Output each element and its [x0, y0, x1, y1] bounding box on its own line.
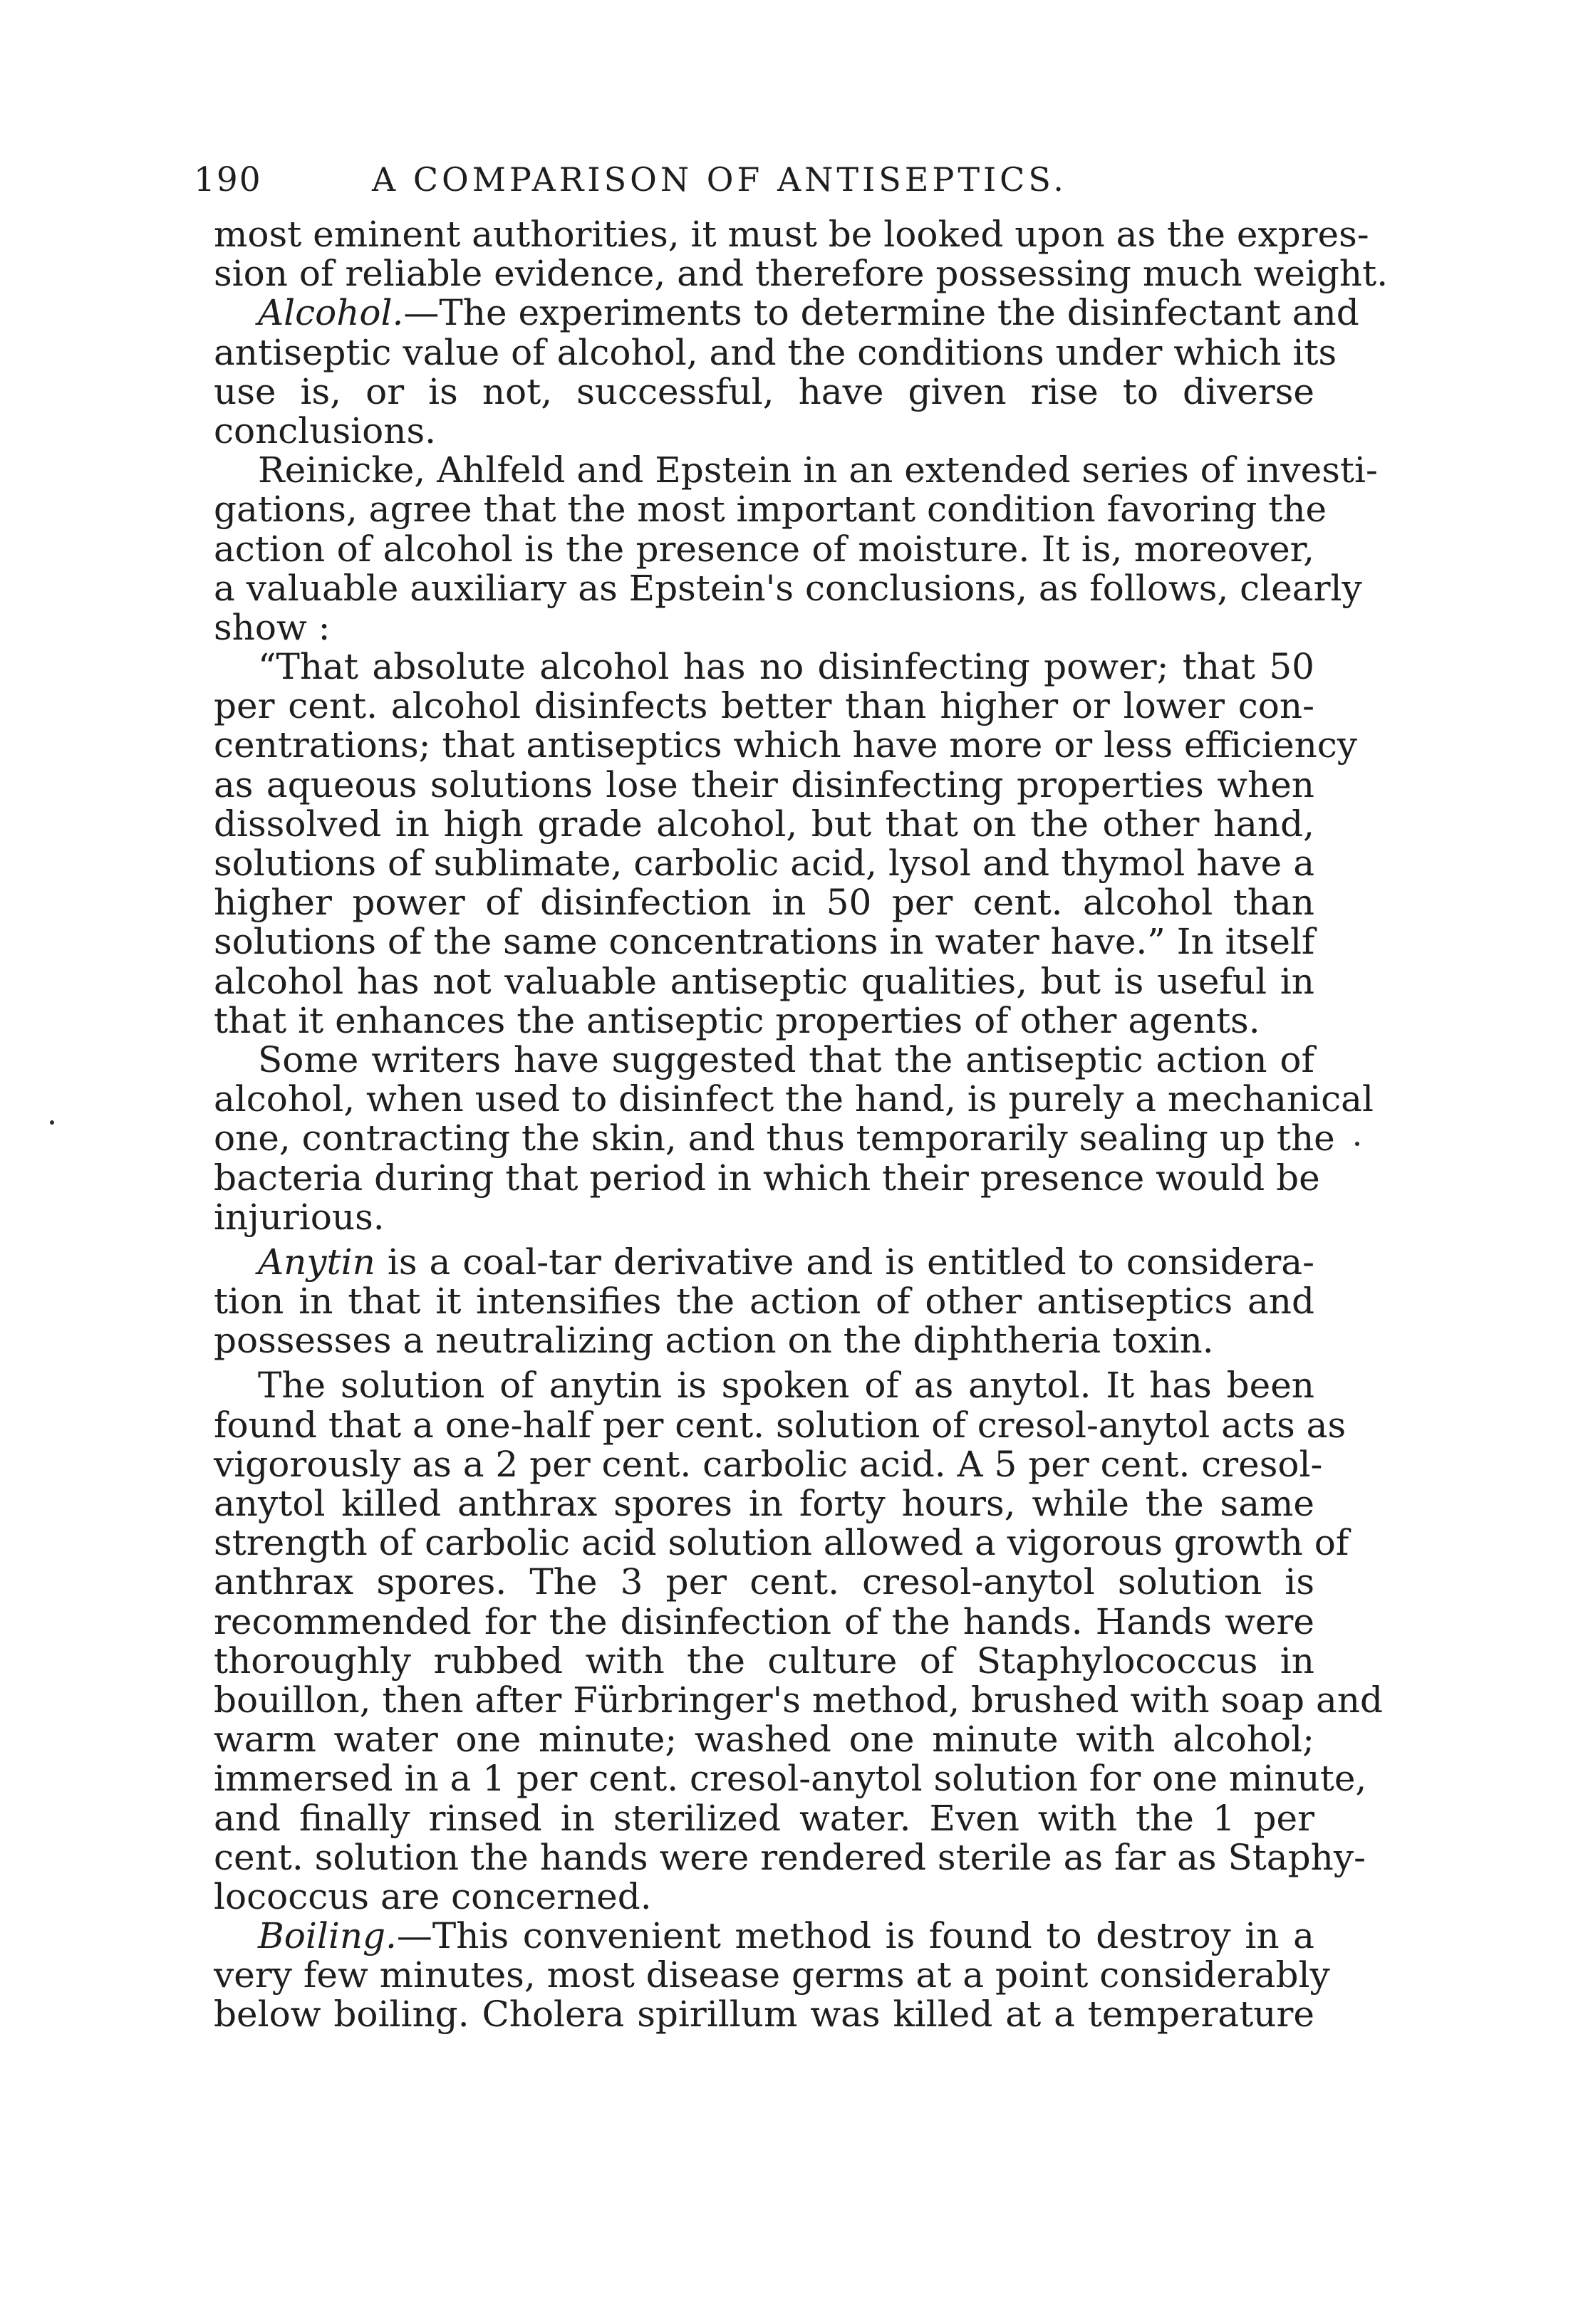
text-line: tion in that it intensifies the action of other antiseptics and [214, 1281, 1314, 1323]
paragraph-quotation [214, 646, 1358, 1041]
paragraph-anytol [214, 1365, 1383, 1917]
section-term-boiling: Boiling. [258, 1915, 397, 1957]
text-line: dissolved in high grade alcohol, but that on the other hand, [214, 803, 1314, 845]
text-line: sion of reliable evidence, and therefore possessing much weight. [214, 253, 1389, 295]
paragraph-boiling [214, 1915, 1330, 2036]
text-line: lococcus are concerned. [214, 1875, 652, 1917]
running-title: A COMPARISON OF ANTISEPTICS. [372, 160, 1067, 199]
line-text: is a coal-tar derivative and is entitled to considera- [375, 1241, 1314, 1283]
body-text [214, 214, 1389, 2036]
text-line: solutions of the same concentrations in water have.” In itself [214, 921, 1315, 963]
print-speck [50, 1120, 54, 1125]
text-line: recommended for the disinfection of the hands. Hands were [214, 1600, 1314, 1642]
text-line: bacteria during that period in which their presence would be [214, 1157, 1320, 1199]
text-line: antiseptic value of alcohol, and the conditions under which its [214, 331, 1337, 373]
text-line: that it enhances the antiseptic properties of other agents. [214, 999, 1260, 1041]
text-line: action of alcohol is the presence of moisture. It is, moreover, [214, 528, 1314, 570]
text-line: The solution of anytin is spoken of as anytol. It has been [258, 1365, 1314, 1407]
running-head [194, 160, 1319, 210]
text-line: most eminent authorities, it must be looked upon as the expres- [214, 214, 1369, 255]
text-line: found that a one-half per cent. solution of cresol-anytol acts as [214, 1404, 1346, 1446]
text-line: immersed in a 1 per cent. cresol-anytol solution for one minute, [214, 1758, 1367, 1800]
section-term-anytin: Anytin [258, 1241, 375, 1283]
paragraph-alcohol [214, 292, 1359, 452]
print-speck [1355, 1142, 1359, 1146]
text-line: “That absolute alcohol has no disinfecting power; that 50 [258, 646, 1314, 688]
paragraph-anytin [214, 1243, 1314, 1361]
text-line: gations, agree that the most important condition favoring the [214, 489, 1327, 531]
text-line: thoroughly rubbed with the culture of Staphylococcus in [214, 1640, 1314, 1682]
text-line: bouillon, then after Fürbringer's method, brushed with soap and [214, 1679, 1383, 1721]
text-line [214, 1917, 1314, 1956]
text-line: alcohol has not valuable antiseptic qualities, but is useful in [214, 960, 1314, 1002]
text-line [214, 292, 1359, 334]
text-line: and finally rinsed in sterilized water. Even with the 1 per [214, 1797, 1314, 1839]
text-line: one, contracting the skin, and thus temporarily sealing up the [214, 1117, 1335, 1160]
text-line: a valuable auxiliary as Epstein's conclusions, as follows, clearly [214, 567, 1362, 609]
text-line: vigorously as a 2 per cent. carbolic acid. A 5 per cent. cresol- [214, 1443, 1323, 1485]
section-term-alcohol: Alcohol. [258, 292, 404, 334]
text-line [214, 1243, 1314, 1282]
text-line: alcohol, when used to disinfect the hand, is purely a mechanical [214, 1078, 1374, 1120]
line-text: —The experiments to determine the disinfectant and [403, 292, 1359, 334]
text-line: use is, or is not, successful, have given rise to diverse [214, 370, 1314, 412]
text-line: very few minutes, most disease germs at a point considerably [214, 1954, 1330, 1996]
paragraph-writers [214, 1038, 1374, 1238]
page-number: 190 [194, 160, 262, 199]
text-line: solutions of sublimate, carbolic acid, lysol and thymol have a [214, 843, 1314, 884]
text-line: anthrax spores. The 3 per cent. cresol-anytol solution is [214, 1561, 1314, 1603]
text-line: show : [214, 606, 331, 648]
text-line: per cent. alcohol disinfects better than higher or lower con- [214, 685, 1314, 727]
paragraph-1 [214, 214, 1389, 295]
text-line: injurious. [214, 1196, 385, 1238]
text-line: possesses a neutralizing action on the diphtheria toxin. [214, 1320, 1214, 1362]
text-line: centrations; that antiseptics which have more or less efficiency [214, 724, 1358, 766]
text-line: Some writers have suggested that the antiseptic action of [258, 1038, 1314, 1080]
text-line: strength of carbolic acid solution allowed a vigorous growth of [214, 1522, 1349, 1564]
text-line: anytol killed anthrax spores in forty hours, while the same [214, 1483, 1314, 1524]
text-line: as aqueous solutions lose their disinfecting properties when [214, 764, 1314, 806]
text-line: higher power of disinfection in 50 per cent. alcohol than [214, 882, 1314, 924]
text-line: Reinicke, Ahlfeld and Epstein in an extended series of investi- [258, 449, 1378, 491]
line-text: —This convenient method is found to destroy in a [396, 1915, 1314, 1957]
text-line: conclusions. [214, 410, 437, 452]
text-line: warm water one minute; washed one minute with alcohol; [214, 1719, 1314, 1761]
text-line: below boiling. Cholera spirillum was killed at a temperature [214, 1994, 1314, 2036]
paragraph-reinicke [214, 449, 1378, 648]
text-line: cent. solution the hands were rendered sterile as far as Staphy- [214, 1836, 1366, 1878]
